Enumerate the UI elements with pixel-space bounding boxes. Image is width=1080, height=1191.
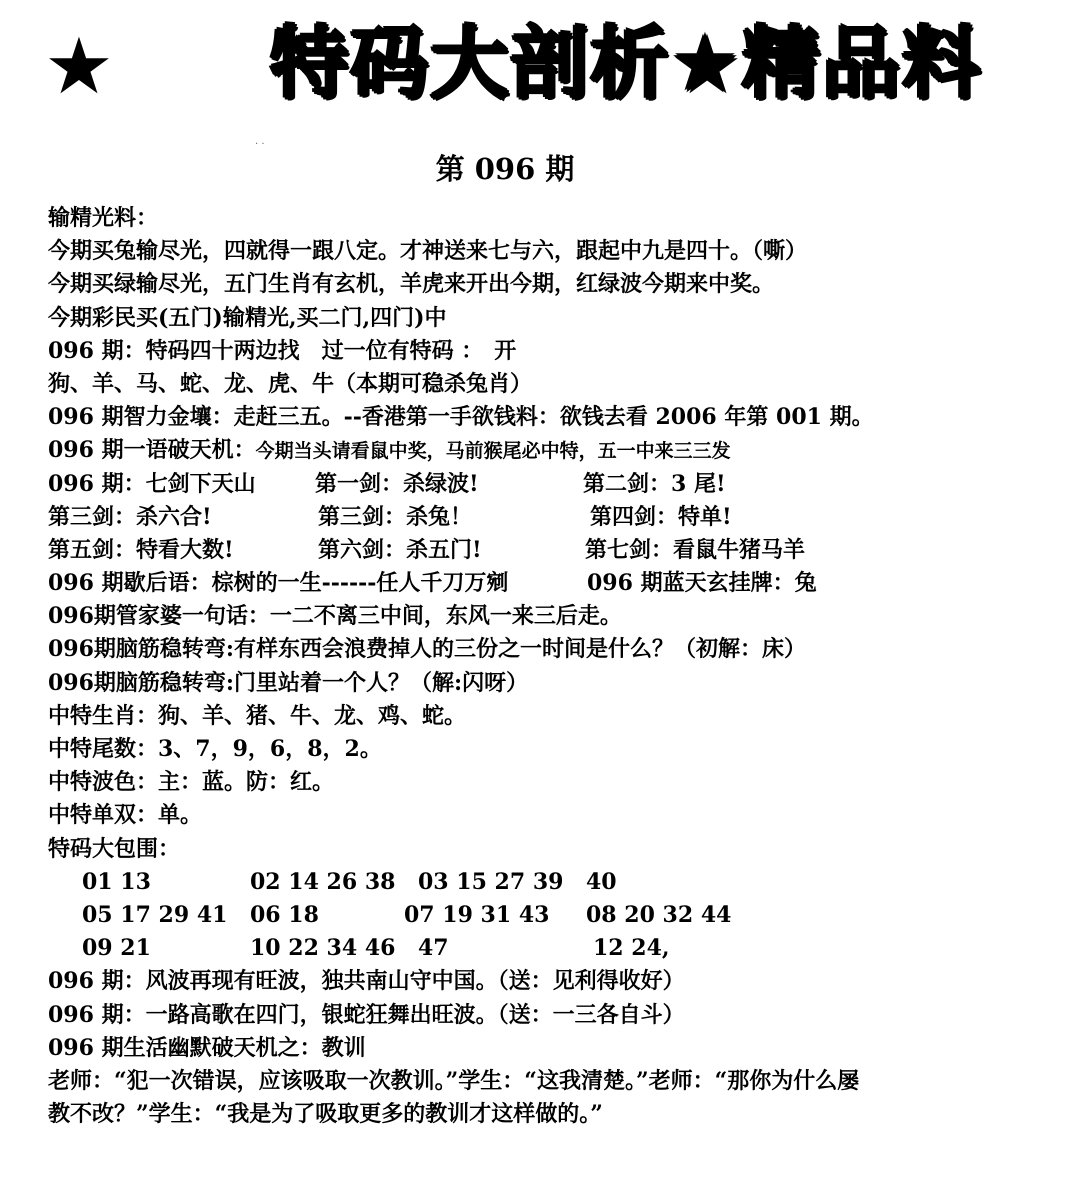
text-line: 中特生肖：狗、羊、猪、牛、龙、鸡、蛇。 (48, 702, 467, 729)
number-group: 47 (418, 935, 449, 962)
number-group: 01 13 (82, 868, 151, 895)
text-line: 特码大包围： (48, 835, 181, 862)
star-icon: ★ (44, 22, 114, 112)
sword-cell: 第一剑：杀绿波! (315, 470, 479, 497)
number-group: 06 18 (250, 901, 319, 928)
text-line: 096 期智力金壤：走赶三五。--香港第一手欲钱料：欲钱去看 2006 年第 001 期。 (48, 404, 874, 431)
text-line: 096期脑筋稳转弯:门里站着一个人？（解:闪呀） (48, 669, 529, 696)
number-group: 10 22 34 46 (250, 935, 396, 962)
text-line: 中特尾数：3、7，9，6，8，2。 (48, 736, 382, 762)
text-line: 今期买绿输尽光，五门生肖有玄机，羊虎来开出今期，红绿波今期来中奖。 (48, 271, 775, 298)
page-title: 特码大剖析★精品料 (270, 19, 982, 109)
sword-cell: 第三剑：杀兔！ (318, 503, 473, 530)
text-line: 老师：“犯一次错误，应该吸取一次教训。”学生：“这我清楚。”老师：“那你为什么屡 (48, 1067, 860, 1094)
sword-cell: 第四剑：特单! (590, 503, 732, 530)
text-line: 今期彩民买(五门)输精光,买二门,四门)中 (48, 304, 447, 331)
number-group: 08 20 32 44 (586, 901, 732, 928)
number-row (48, 866, 1058, 899)
text-line: 096 期：特码四十两边找 过一位有特码 ： 开 (48, 337, 517, 364)
text-line: 中特单双：单。 (48, 802, 203, 829)
text-line: 096 期生活幽默破天机之：教训 (48, 1034, 366, 1061)
dots: . . (255, 136, 265, 147)
text-line: 中特波色：主：蓝。防：红。 (48, 769, 335, 796)
text-line: 096 期：风波再现有旺波，独共南山守中国。（送：见利得收好） (48, 968, 685, 995)
sword-cell: 第三剑：杀六合! (48, 503, 212, 530)
number-group: 03 15 27 39 (418, 868, 564, 895)
sword-row (48, 534, 1058, 567)
sword-cell: 第二剑：3 尾! (583, 470, 726, 497)
number-group: 02 14 26 38 (250, 868, 396, 895)
number-group: 09 21 (82, 935, 151, 962)
sword-cell: 第七剑：看鼠牛猪马羊 (585, 536, 806, 563)
number-row (48, 932, 1058, 965)
number-group: 07 19 31 43 (404, 901, 550, 928)
number-row (48, 899, 1058, 932)
line-text: 096 期歇后语：棕树的一生------任人千刀万剜 (48, 570, 509, 597)
sword-row (48, 501, 1058, 534)
text-line: 096 期：一路高歌在四门，银蛇狂舞出旺波。（送：一三各自斗） (48, 1001, 685, 1028)
number-group: 05 17 29 41 (82, 901, 228, 928)
sword-cell: 第六剑：杀五门! (318, 536, 482, 563)
number-group: 12 24, (593, 935, 670, 962)
line-heading: 096 期一语破天机： (48, 437, 256, 464)
text-line (48, 567, 1058, 600)
issue-number: 第 096 期 (435, 152, 575, 186)
text-line: 今期买兔输尽光，四就得一跟八定。才神送来七与六，跟起中九是四十。（嘶） (48, 238, 808, 265)
text-line: 096期脑筋稳转弯:有样东西会浪费掉人的三份之一时间是什么？（初解：床） (48, 636, 807, 663)
sword-row (48, 468, 1058, 501)
line-text: 096 期蓝天玄挂牌：兔 (587, 570, 817, 597)
sword-cell: 096 期：七剑下天山 (48, 470, 256, 497)
text-line: 狗、羊、马、蛇、龙、虎、牛（本期可稳杀兔肖） (48, 370, 533, 397)
number-group: 40 (586, 868, 617, 895)
line-text: 今期当头请看鼠中奖，马前猴尾必中特，五一中来三三发 (255, 440, 731, 463)
text-line: 教不改？”学生：“我是为了吸取更多的教训才这样做的。” (48, 1101, 603, 1128)
text-line: 输精光料： (48, 205, 159, 231)
sword-cell: 第五剑：特看大数! (48, 536, 234, 563)
text-line (48, 434, 1058, 467)
document-body (48, 202, 1058, 1131)
text-line: 096期管家婆一句话：一二不离三中间，东风一来三后走。 (48, 603, 622, 630)
